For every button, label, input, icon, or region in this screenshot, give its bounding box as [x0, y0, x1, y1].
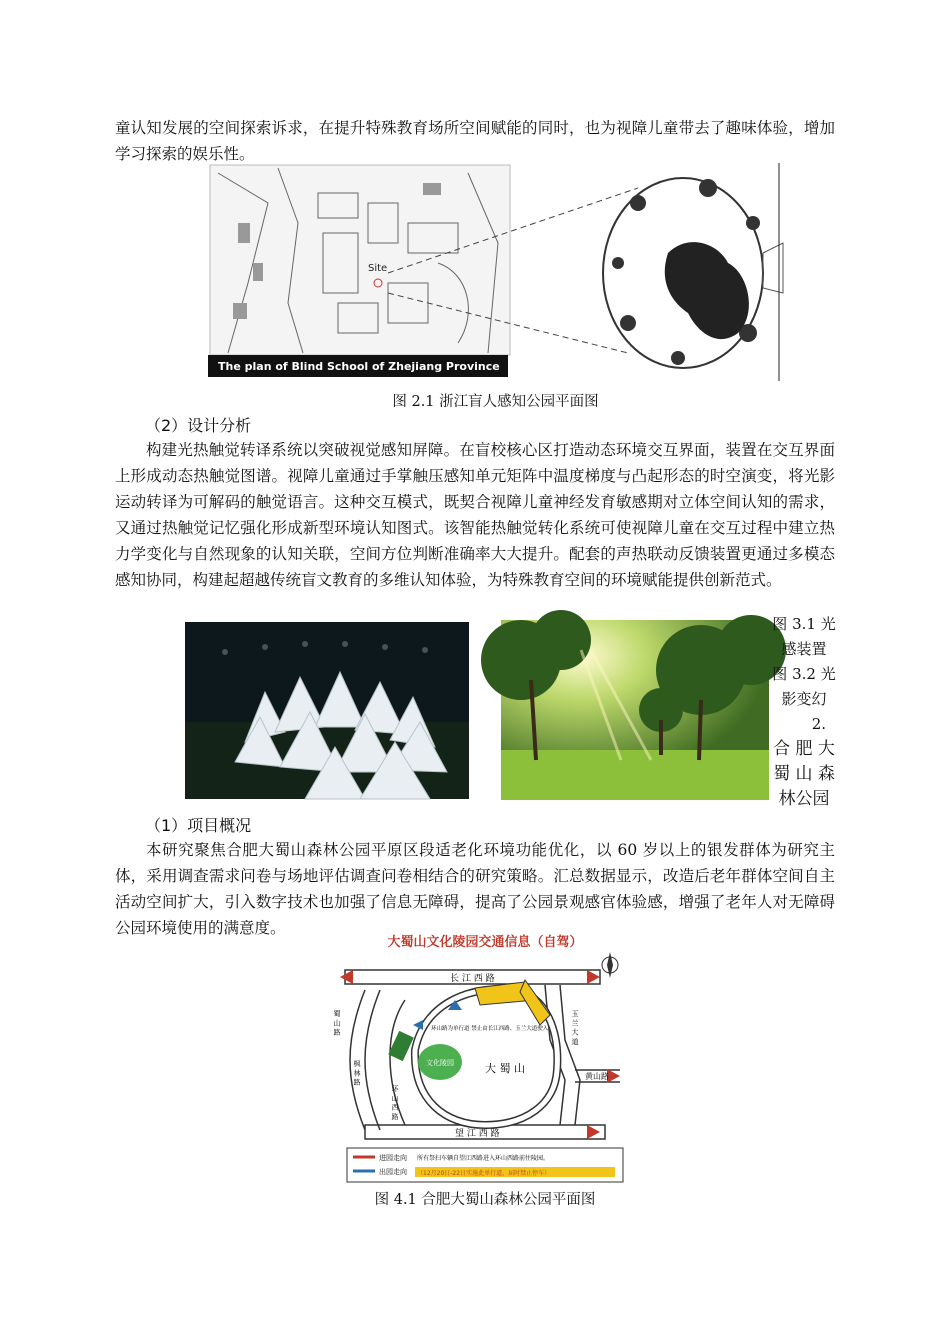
- heading-design-analysis: （2）设计分析: [145, 416, 252, 435]
- road-left2-label: 枫 林 路: [353, 1060, 361, 1086]
- legend-in: 进园走向: [379, 1154, 407, 1162]
- map-title: 大蜀山文化陵园交通信息（自驾）: [387, 935, 583, 950]
- figure-light-installation: [185, 622, 469, 799]
- road-note: 环山路为单行道 禁止由长江西路、玉兰大道驶入: [431, 1026, 549, 1032]
- road-mid-label: 环 山 西 路: [391, 1085, 399, 1120]
- figure-caption-4-1: 图 4.1 合肥大蜀山森林公园平面图: [374, 1192, 596, 1208]
- paragraph-top: 童认知发展的空间探索诉求，在提升特殊教育场所空间赋能的同时，也为视障儿童带去了趣味体验，增加学习探索的娱乐性。: [115, 119, 835, 163]
- site-label: Site: [368, 263, 388, 274]
- figure-site-plan: [208, 163, 783, 381]
- legend-out: 出园走向: [379, 1168, 407, 1176]
- caption-3-2-line2: 影变幻: [781, 690, 827, 708]
- road-left1-label: 蜀 山 路: [333, 1010, 341, 1036]
- road-bottom-label: 望 江 西 路: [455, 1129, 500, 1139]
- figure-traffic-map: [335, 930, 635, 1185]
- figure-caption-2-1: 图 2.1 浙江盲人感知公园平面图: [392, 394, 599, 410]
- side-captions: [770, 612, 838, 812]
- section-number: 2.: [811, 715, 826, 733]
- paragraph-design: 构建光热触觉转译系统以突破视觉感知屏障。在盲校核心区打造动态环境交互界面，装置在交互界面上形成动态热触觉图谱。视障儿童通过手掌触压感知单元矩阵中温度梯度与凸起形态的时空演变，将光影运动转译为可解码的触觉语言。这种交互模式，既契合视障儿童神经发育敏感期对立体空间认知的需求，又通过热触觉记忆强化形成新型环境认知图式。该智能热触觉转化系统可使视障儿童在交互过程中建立热力学变化与自然现象的认知关联，空间方位判断准确率大大提升。配套的声热联动反馈装置更通过多模态感知协同，构建起超越传统盲文教育的多维认知体验，为特殊教育空间的环境赋能提供创新范式。: [115, 441, 835, 589]
- caption-3-2-line1: 图 3.2 光: [772, 665, 836, 683]
- caption-3-1-line2: 感装置: [781, 640, 827, 658]
- legend-in-desc: 所有祭扫车辆自望江西路进入环山西路前往陵园。: [417, 1155, 550, 1162]
- heading-project-overview: （1）项目概况: [145, 816, 252, 835]
- section-title-line3: 林公园: [778, 789, 830, 809]
- plan-banner: The plan of Blind School of Zhejiang Province: [218, 360, 500, 373]
- road-yulan-label: 玉 兰 大 道: [571, 1010, 579, 1045]
- figure-light-shadow: [501, 620, 769, 800]
- section-title-line1: 合 肥 大: [773, 739, 835, 759]
- paragraph-overview: 本研究聚焦合肥大蜀山森林公园平原区段适老化环境功能优化，以 60 岁以上的银发群体为研究主体，采用调查需求问卷与场地评估调查问卷相结合的研究策略。汇总数据显示，改造后老年群体空间自主活动空间扩大，引入数字技术也加强了信息无障碍，提高了公园景观感官体验感，增强了老年人对无障碍公园环境使用的满意度。: [115, 841, 835, 937]
- road-top-label: 长 江 西 路: [450, 974, 495, 984]
- legend-out-desc: （12月20日-22日实施此单行道，届时禁止停车）: [417, 1170, 551, 1177]
- mountain-label: 大 蜀 山: [485, 1062, 525, 1075]
- caption-3-1-line1: 图 3.1 光: [772, 615, 836, 633]
- park-label: 文化陵园: [426, 1059, 454, 1067]
- road-right-label: 黄山路: [585, 1072, 609, 1081]
- section-title-line2: 蜀 山 森: [773, 764, 835, 784]
